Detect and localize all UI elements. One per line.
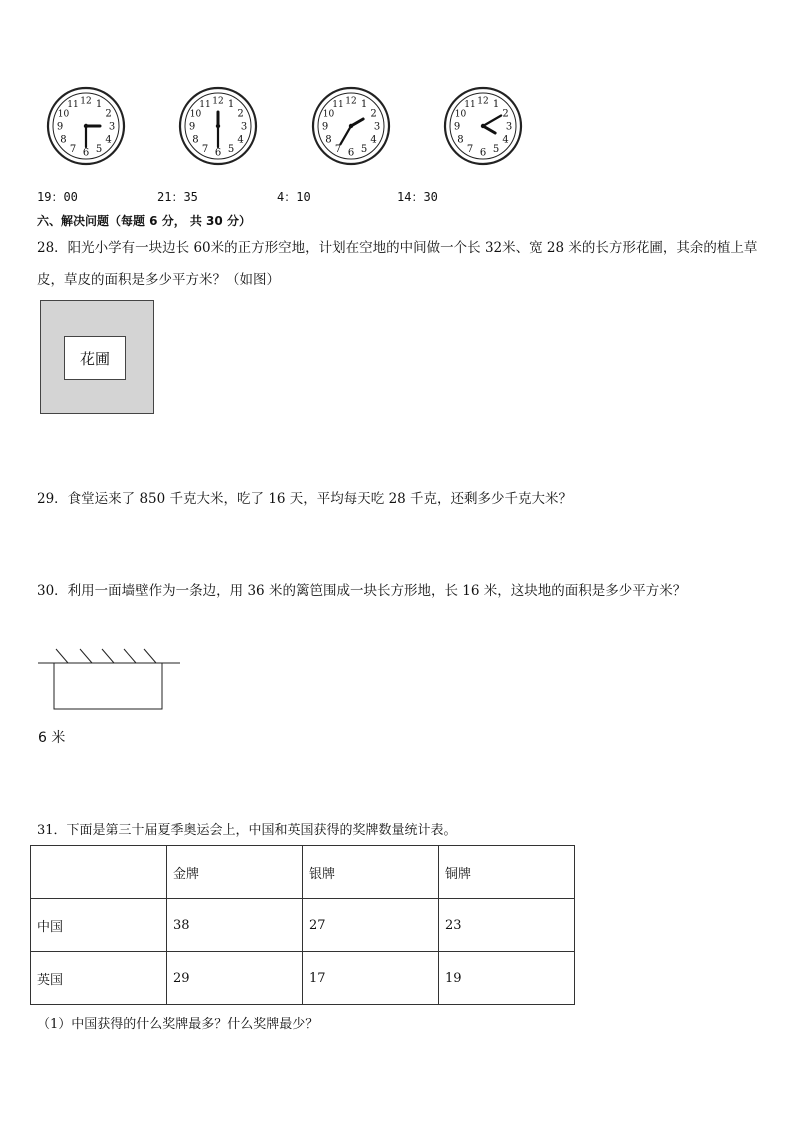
question-30: 30．利用一面墙壁作为一条边，用 36 米的篱笆围成一块长方形地，长 16 米，这块地的面积是多少平方米？ — [37, 583, 687, 599]
clock-numeral: 6 — [82, 147, 90, 159]
clock-numeral: 2 — [105, 108, 112, 120]
table-header-cell: 银牌 — [303, 846, 439, 899]
clock-numeral: 3 — [373, 121, 381, 133]
question-29: 29．食堂运来了 850 千克大米，吃了 16 天，平均每天吃 28 千克，还剩多少千克大米？ — [37, 491, 573, 507]
clock-numeral: 9 — [188, 121, 196, 133]
clock-numeral: 12 — [212, 96, 224, 107]
clock-numeral: 10 — [454, 109, 467, 120]
table-cell: 27 — [303, 899, 439, 952]
clock-numeral: 4 — [370, 134, 377, 146]
clock-numeral: 2 — [370, 108, 377, 120]
table-cell: 29 — [167, 952, 303, 1005]
clock-numeral: 3 — [108, 121, 116, 133]
clock-numeral: 1 — [492, 98, 500, 110]
clock-numeral: 3 — [505, 121, 513, 133]
clock-numeral: 6 — [214, 147, 222, 159]
clock-numeral: 12 — [345, 96, 357, 107]
clock-numeral: 10 — [57, 109, 70, 120]
medal-table — [30, 845, 575, 1005]
clock-center — [84, 124, 88, 128]
table-cell: 23 — [439, 899, 575, 952]
clock-1 — [46, 86, 126, 166]
clock-numeral: 8 — [60, 134, 67, 146]
clock-numeral: 9 — [321, 121, 329, 133]
table-cell: 17 — [303, 952, 439, 1005]
clock-numeral: 11 — [332, 99, 344, 110]
clock-numeral: 1 — [227, 98, 235, 110]
section-heading: 六、解决问题（每题 6 分， 共 30 分） — [37, 214, 251, 228]
clock-numeral: 8 — [457, 134, 464, 146]
clock-numeral: 11 — [199, 99, 211, 110]
width-label: 6 米 — [38, 730, 66, 746]
clock-2 — [178, 86, 258, 166]
question-31: 31．下面是第三十届夏季奥运会上，中国和英国获得的奖牌数量统计表。 — [37, 823, 457, 838]
table-header-cell: 金牌 — [167, 846, 303, 899]
table-header-row — [31, 846, 575, 899]
clock-numeral: 12 — [80, 96, 92, 107]
clock-numeral: 7 — [69, 144, 77, 156]
flowerbed-figure: 花圃 — [64, 336, 126, 380]
clock-center — [216, 124, 220, 128]
clock-center — [481, 124, 485, 128]
clock-numeral: 9 — [56, 121, 64, 133]
clock-caption-1: 19：00 — [37, 190, 78, 204]
clock-numeral: 7 — [466, 144, 474, 156]
clock-caption-4: 14：30 — [397, 190, 438, 204]
clock-numeral: 10 — [322, 109, 335, 120]
table-cell: 19 — [439, 952, 575, 1005]
question-28: 28．阳光小学有一块边长 60米的正方形空地，计划在空地的中间做一个长 32米、宽 28 米的长方形花圃，其余的植上草皮，草皮的面积是多少平方米？（如图） — [37, 240, 758, 288]
clock-numeral: 1 — [360, 98, 368, 110]
clock-numeral: 11 — [67, 99, 79, 110]
clock-numeral: 4 — [105, 134, 112, 146]
clock-numeral: 5 — [360, 144, 368, 156]
clock-numeral: 4 — [502, 134, 509, 146]
clock-caption-2: 21：35 — [157, 190, 198, 204]
clock-numeral: 9 — [453, 121, 461, 133]
clock-numeral: 7 — [201, 144, 209, 156]
clock-numeral: 12 — [477, 96, 489, 107]
table-header-cell: 铜牌 — [439, 846, 575, 899]
clock-numeral: 7 — [334, 144, 342, 156]
table-cell: 38 — [167, 899, 303, 952]
clock-numeral: 6 — [479, 147, 487, 159]
clock-numeral: 2 — [502, 108, 509, 120]
clock-numeral: 2 — [237, 108, 244, 120]
clock-numeral: 11 — [464, 99, 476, 110]
clock-center — [349, 124, 353, 128]
clock-numeral: 5 — [95, 144, 103, 156]
question-31-part-1: （1）中国获得的什么奖牌最多？什么奖牌最少？ — [37, 1017, 319, 1032]
table-row — [31, 952, 575, 1005]
clock-numeral: 1 — [95, 98, 103, 110]
clock-3 — [311, 86, 391, 166]
clock-numeral: 5 — [227, 144, 235, 156]
table-cell: 英国 — [31, 952, 167, 1005]
clock-numeral: 10 — [189, 109, 202, 120]
clock-numeral: 4 — [237, 134, 244, 146]
table-header-cell — [31, 846, 167, 899]
clock-4 — [443, 86, 523, 166]
clock-numeral: 8 — [325, 134, 332, 146]
clock-numeral: 6 — [347, 147, 355, 159]
clock-numeral: 5 — [492, 144, 500, 156]
clock-numeral: 3 — [240, 121, 248, 133]
wall-fence-figure — [36, 645, 186, 715]
table-cell: 中国 — [31, 899, 167, 952]
clock-numeral: 8 — [192, 134, 199, 146]
clock-caption-3: 4：10 — [277, 190, 311, 204]
table-row — [31, 899, 575, 952]
